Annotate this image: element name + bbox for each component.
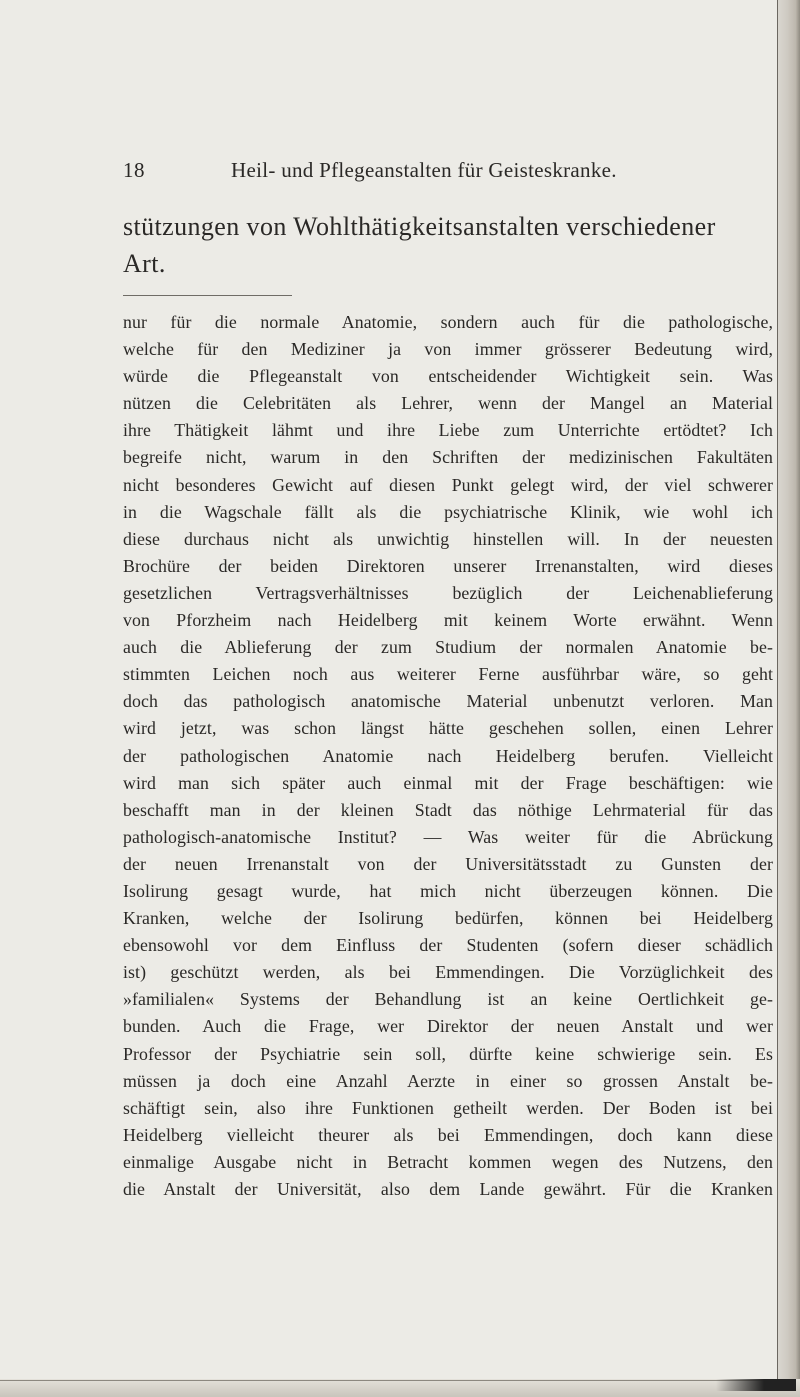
text-line: der pathologischen Anatomie nach Heidelberg berufen. Vielleicht: [123, 745, 773, 766]
text-line: müssen ja doch eine Anzahl Aerzte in einer so grossen Anstalt be-: [123, 1070, 773, 1091]
text-line: Kranken, welche der Isolirung bedürfen, können bei Heidelberg: [123, 908, 773, 929]
page-number: 18: [123, 158, 145, 182]
page-edge-shadow: [778, 0, 800, 1397]
text-line: Heidelberg vielleicht theurer als bei Emmendingen, doch kann diese: [123, 1124, 773, 1145]
text-line: welche für den Mediziner ja von immer grösserer Bedeutung wird,: [123, 339, 773, 360]
text-line: stimmten Leichen noch aus weiterer Ferne ausführbar wäre, so geht: [123, 664, 773, 685]
section-heading-line: stützungen von Wohlthätigkeitsanstalten verschiedener: [123, 212, 716, 241]
text-line: doch das pathologisch anatomische Material unbenutzt verloren. Man: [123, 691, 773, 712]
text-line: einmalige Ausgabe nicht in Betracht kommen wegen des Nutzens, den: [123, 1151, 773, 1172]
page-header: [123, 158, 743, 186]
text-line: wird jetzt, was schon längst hätte geschehen sollen, einen Lehrer: [123, 718, 773, 739]
text-line: nützen die Celebritäten als Lehrer, wenn der Mangel an Material: [123, 393, 773, 414]
text-line: von Pforzheim nach Heidelberg mit keinem Worte erwähnt. Wenn: [123, 610, 773, 631]
page-bottom-line: [0, 1380, 780, 1381]
text-line: schäftigt sein, also ihre Funktionen getheilt werden. Der Boden ist bei: [123, 1097, 773, 1118]
text-line: nicht besonderes Gewicht auf diesen Punkt gelegt wird, der viel schwerer: [123, 474, 773, 495]
text-line: in die Wagschale fällt als die psychiatrische Klinik, wie wohl ich: [123, 501, 773, 522]
text-line: Isolirung gesagt wurde, hat mich nicht überzeugen können. Die: [123, 880, 773, 901]
text-line: Professor der Psychiatrie sein soll, dürfte keine schwierige sein. Es: [123, 1043, 773, 1064]
text-line: ist) geschützt werden, als bei Emmendingen. Die Vorzüglichkeit des: [123, 962, 773, 983]
text-line: bunden. Auch die Frage, wer Direktor der neuen Anstalt und wer: [123, 1016, 773, 1037]
section-divider: [123, 295, 292, 296]
text-line: »familialen« Systems der Behandlung ist an keine Oertlichkeit ge-: [123, 989, 773, 1010]
body-text: [123, 309, 773, 1203]
text-line: die Anstalt der Universität, also dem Lande gewährt. Für die Kranken: [123, 1179, 773, 1199]
section-heading-line: Art.: [123, 249, 166, 278]
text-line: Brochüre der beiden Direktoren unserer Irrenanstalten, wird dieses: [123, 555, 773, 576]
text-line: der neuen Irrenanstalt von der Universitätsstadt zu Gunsten der: [123, 853, 773, 874]
text-line: würde die Pflegeanstalt von entscheidender Wichtigkeit sein. Was: [123, 366, 773, 387]
section-heading: [123, 208, 763, 282]
text-line: ihre Thätigkeit lähmt und ihre Liebe zum Unterrichte ertödtet? Ich: [123, 420, 773, 441]
text-line: gesetzlichen Vertragsverhältnisses bezüglich der Leichenablieferung: [123, 582, 773, 603]
running-head: Heil- und Pflegeanstalten für Geisteskranke.: [231, 158, 617, 182]
text-line: pathologisch-anatomische Institut? — Was weiter für die Abrückung: [123, 826, 773, 847]
text-line: auch die Ablieferung der zum Studium der normalen Anatomie be-: [123, 637, 773, 658]
text-line: beschafft man in der kleinen Stadt das nöthige Lehrmaterial für das: [123, 799, 773, 820]
text-line: ebensowohl vor dem Einfluss der Studenten (sofern dieser schädlich: [123, 935, 773, 956]
text-line: diese durchaus nicht als unwichtig hinstellen will. In der neuesten: [123, 528, 773, 549]
text-line: nur für die normale Anatomie, sondern auch für die pathologische,: [123, 312, 773, 332]
scan-corner-mark: [716, 1379, 796, 1391]
text-line: wird man sich später auch einmal mit der Frage beschäftigen: wie: [123, 772, 773, 793]
page-bottom-edge: [0, 1379, 800, 1397]
text-line: begreife nicht, warum in den Schriften der medizinischen Fakultäten: [123, 447, 773, 468]
